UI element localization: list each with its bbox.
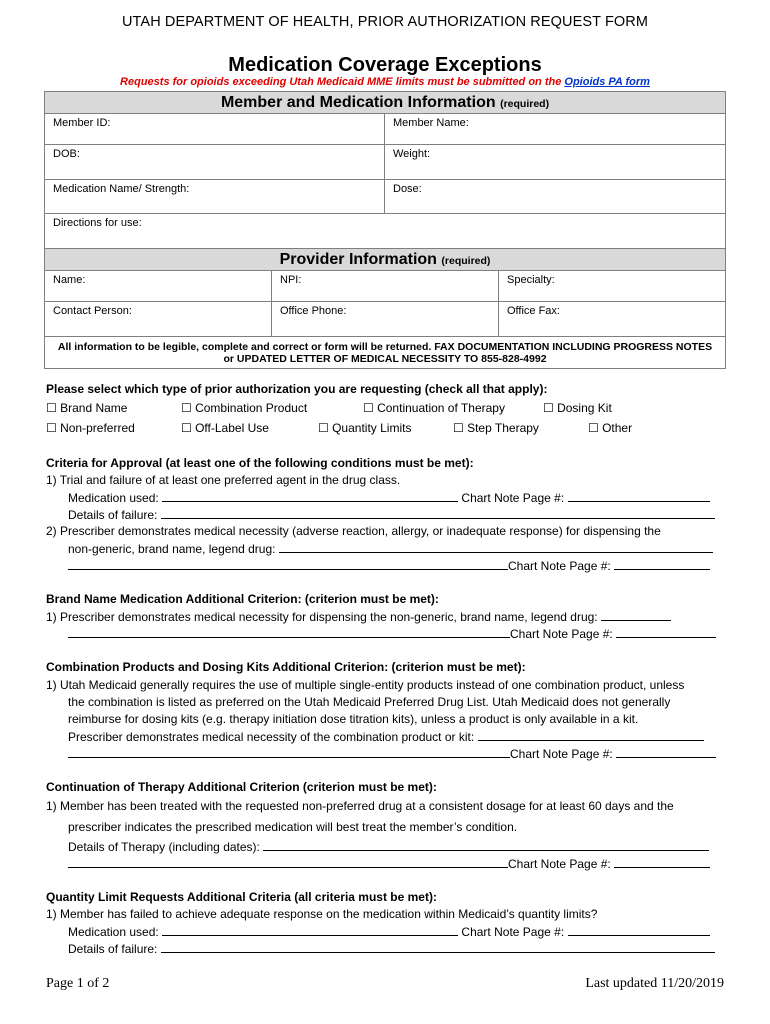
checkbox-label: Non-preferred <box>60 421 135 435</box>
provider-name-field[interactable]: Name: <box>45 271 272 302</box>
brand-drug-input[interactable] <box>279 541 713 553</box>
checkbox-label: Brand Name <box>60 401 128 415</box>
criteria-2-label: non-generic, brand name, legend drug: <box>68 542 276 556</box>
medication-used-input[interactable] <box>162 490 458 502</box>
brand-notes-input[interactable] <box>68 626 510 638</box>
checkbox-continuation-of-therapy[interactable]: ☐ Continuation of Therapy <box>363 401 505 415</box>
provider-required-label: (required) <box>441 255 491 267</box>
continuation-notes-input[interactable] <box>68 856 508 868</box>
checkbox-brand-name[interactable]: ☐ Brand Name <box>46 401 128 415</box>
chart-note-input[interactable] <box>568 490 710 502</box>
chart-note-input[interactable] <box>616 746 716 758</box>
chart-note-label: Chart Note Page #: <box>508 857 611 871</box>
chart-note-label: Chart Note Page #: <box>508 559 611 573</box>
checkbox-label: Other <box>602 421 633 435</box>
checkbox-label: Continuation of Therapy <box>377 401 505 415</box>
combo-necessity-input[interactable] <box>478 729 704 741</box>
opioids-pa-form-link[interactable]: Opioids PA form <box>564 76 650 88</box>
form-header: UTAH DEPARTMENT OF HEALTH, PRIOR AUTHORIZATION REQUEST FORM <box>121 14 649 30</box>
checkbox-other[interactable]: ☐ Other <box>588 421 633 435</box>
medication-field[interactable]: Medication Name/ Strength: <box>45 180 385 214</box>
opioid-notice <box>0 76 770 88</box>
page-title: Medication Coverage Exceptions <box>228 54 542 76</box>
quantity-details-row <box>68 941 715 956</box>
criteria-2-line1: 2) Prescriber demonstrates medical necessity (adverse reaction, allergy, or inadequate response) for dispensing the <box>46 524 661 538</box>
criteria-1-medication-row <box>68 490 710 505</box>
member-provider-table <box>44 91 726 369</box>
npi-field[interactable]: NPI: <box>272 271 499 302</box>
checkbox-combination-product[interactable]: ☐ Combination Product <box>181 401 308 415</box>
chart-note-label: Chart Note Page #: <box>510 747 613 761</box>
therapy-details-input[interactable] <box>263 839 709 851</box>
opioid-notice-text: Requests for opioids exceeding Utah Medicaid MME limits must be submitted on the <box>120 76 562 88</box>
chart-note-label: Chart Note Page #: <box>461 925 565 939</box>
contact-person-field[interactable]: Contact Person: <box>45 302 272 337</box>
directions-field[interactable]: Directions for use: <box>45 214 726 249</box>
quantity-line1: 1) Member has failed to achieve adequate response on the medication within Medicaid’s quantity limits? <box>46 907 598 921</box>
criteria-2-notes-input[interactable] <box>68 558 508 570</box>
brand-criterion-row <box>46 609 671 624</box>
brand-criterion-input[interactable] <box>601 609 671 621</box>
continuation-chart-row <box>68 856 710 871</box>
quantity-heading: Quantity Limit Requests Additional Criteria (all criteria must be met): <box>46 890 437 904</box>
combo-notes-input[interactable] <box>68 746 510 758</box>
checkbox-label: Quantity Limits <box>332 421 412 435</box>
chart-note-label: Chart Note Page #: <box>510 627 613 641</box>
medication-used-label: Medication used: <box>68 925 159 939</box>
details-failure-label: Details of failure: <box>68 942 158 956</box>
medication-used-input[interactable] <box>162 924 458 936</box>
criteria-1-details-row <box>68 507 715 522</box>
office-fax-field[interactable]: Office Fax: <box>499 302 726 337</box>
details-failure-input[interactable] <box>161 941 715 953</box>
chart-note-input[interactable] <box>568 924 710 936</box>
checkbox-quantity-limits[interactable]: ☐ Quantity Limits <box>318 421 412 435</box>
provider-section-title: Provider Information <box>279 251 437 268</box>
provider-section-heading <box>45 249 726 271</box>
member-required-label: (required) <box>500 98 550 110</box>
chart-note-label: Chart Note Page #: <box>461 491 565 505</box>
brand-chart-row <box>68 626 716 641</box>
details-failure-input[interactable] <box>161 507 715 519</box>
combo-necessity-label: Prescriber demonstrates medical necessity of the combination product or kit: <box>68 730 475 744</box>
continuation-line1: 1) Member has been treated with the requested non-preferred drug at a consistent dosage for at least 60 days and the <box>46 799 674 813</box>
checkbox-label: Combination Product <box>195 401 308 415</box>
medication-used-label: Medication used: <box>68 491 159 505</box>
criteria-1: 1) Trial and failure of at least one preferred agent in the drug class. <box>46 473 401 487</box>
checkbox-off-label-use[interactable]: ☐ Off-Label Use <box>181 421 269 435</box>
chart-note-input[interactable] <box>614 856 710 868</box>
combo-line3: reimburse for dosing kits (e.g. therapy initiation dose titration kits), unless a product is only available in a kit. <box>68 712 639 726</box>
criteria-heading: Criteria for Approval (at least one of the following conditions must be met): <box>46 456 474 470</box>
last-updated: Last updated 11/20/2019 <box>585 976 724 991</box>
combo-heading: Combination Products and Dosing Kits Additional Criterion: (criterion must be met): <box>46 660 526 674</box>
checkbox-step-therapy[interactable]: ☐ Step Therapy <box>453 421 539 435</box>
checkbox-label: Dosing Kit <box>557 401 612 415</box>
brand-heading: Brand Name Medication Additional Criterion: (criterion must be met): <box>46 592 439 606</box>
member-section-heading <box>45 92 726 114</box>
combo-line2: the combination is listed as preferred on the Utah Medicaid Preferred Drug List. Utah Medicaid does not generally <box>68 695 671 709</box>
page-number: Page 1 of 2 <box>46 976 110 991</box>
checkbox-dosing-kit[interactable]: ☐ Dosing Kit <box>543 401 612 415</box>
combo-line4 <box>68 729 704 744</box>
fax-notice: All information to be legible, complete and correct or form will be returned. FAX DOCUMENTATION INCLUDING PROGRESS NOTES or UPDATED LETTER OF MEDICAL NECESSITY TO 855-828-4992 <box>45 337 726 369</box>
criteria-2-line2 <box>68 541 713 556</box>
combo-line1: 1) Utah Medicaid generally requires the use of multiple single-entity products instead of one combination product, unless <box>46 678 685 692</box>
criteria-2-chart-row <box>68 558 710 573</box>
chart-note-input[interactable] <box>614 558 710 570</box>
details-failure-label: Details of failure: <box>68 508 158 522</box>
quantity-medication-row <box>68 924 710 939</box>
dob-field[interactable]: DOB: <box>45 145 385 180</box>
checkbox-label: Step Therapy <box>467 421 539 435</box>
chart-note-input[interactable] <box>616 626 716 638</box>
continuation-line2: prescriber indicates the prescribed medication will best treat the member’s condition. <box>68 820 518 834</box>
continuation-heading: Continuation of Therapy Additional Criterion (criterion must be met): <box>46 780 437 794</box>
member-name-field[interactable]: Member Name: <box>385 114 726 145</box>
checkbox-non-preferred[interactable]: ☐ Non-preferred <box>46 421 135 435</box>
dose-field[interactable]: Dose: <box>385 180 726 214</box>
checkbox-label: Off-Label Use <box>195 421 269 435</box>
brand-criterion-label: 1) Prescriber demonstrates medical necessity for dispensing the non-generic, brand name, legend drug: <box>46 610 598 624</box>
specialty-field[interactable]: Specialty: <box>499 271 726 302</box>
therapy-details-label: Details of Therapy (including dates): <box>68 840 260 854</box>
weight-field[interactable]: Weight: <box>385 145 726 180</box>
member-id-field[interactable]: Member ID: <box>45 114 385 145</box>
combo-chart-row <box>68 746 716 761</box>
continuation-details-row <box>68 839 709 854</box>
pa-type-question: Please select which type of prior authorization you are requesting (check all that apply): <box>46 382 548 396</box>
office-phone-field[interactable]: Office Phone: <box>272 302 499 337</box>
member-section-title: Member and Medication Information <box>220 94 496 111</box>
